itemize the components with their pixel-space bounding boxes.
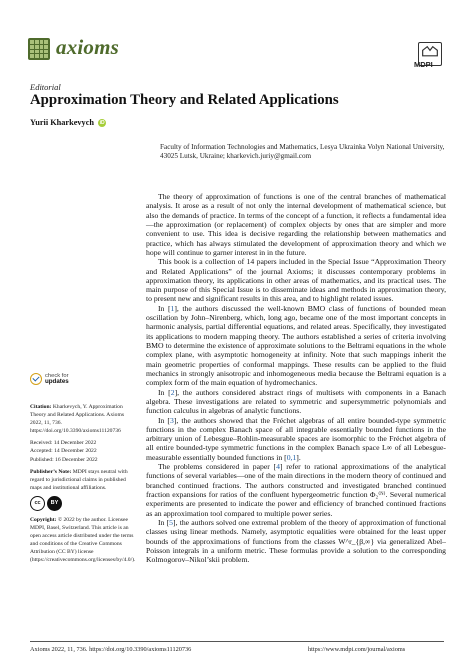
footer-divider: [30, 641, 444, 642]
article-type: Editorial: [30, 82, 61, 92]
paragraph-3: In [1], the authors discussed the well-known BMO class of functions of bounded mean oscillation by John–Nirenberg, which, long ago, became one of the most important concepts in harmonic analysis, partial differential equations, and related areas. Specifically, they investigated its applications to modern mapping theory. The authors established a series of criteria involving BMO to determine the existence of approximate solutions to the Beltrami equations in the whole complex plane, with asymptotic homogeneity at infinity. Note that such mappings inherit the main geometric properties of conformal mappings. These results can be applied to the fluid mechanics in strongly anisotropic and inhomogeneous media because the Beltrami equation is a complex form of the main equation of hydromechanics.: [146, 303, 446, 388]
reference-link[interactable]: 1: [170, 303, 175, 313]
body-text: [146, 192, 446, 565]
reference-link[interactable]: 5: [169, 517, 174, 527]
paragraph-6: The problems considered in paper [4] refer to rational approximations of the analytical functions of several variables—one of the main directions in the modern theory of continued and branched continued fractions. The authors constructed and investigated branched continued fraction expansions for ratios of the confluent hypergeometric function Φ₂⁽ᴺ⁾. Several numerical experiments are presented to indicate the power and efficiency of branched continued fractions as an approximation tool compared to multiple power series.: [146, 462, 446, 518]
reference-link[interactable]: 3: [170, 415, 174, 425]
updates-label: updates: [45, 378, 69, 386]
article-title: Approximation Theory and Related Applications: [30, 92, 339, 108]
reference-link[interactable]: 0,1: [286, 452, 297, 462]
copyright: Copyright: © 2022 by the author. Licensee MDPI, Basel, Switzerland. This article is an open access article distributed under the terms and conditions of the Creative Commons Attribution (CC BY) license (https://creativecommons.org/licenses/by/4.0/).: [30, 516, 136, 564]
published-date: Published: 16 December 2022: [30, 456, 98, 463]
journal-logo-icon: [28, 38, 50, 60]
accepted-date: Accepted: 14 December 2022: [30, 448, 97, 455]
footer-citation[interactable]: Axioms 2022, 11, 736. https://doi.org/10.3390/axioms11120736: [30, 646, 192, 653]
check-icon: [30, 373, 42, 385]
author-name[interactable]: Yurii Kharkevych: [30, 118, 95, 127]
cc-license-badge[interactable]: [30, 496, 134, 511]
received-date: Received: 14 December 2022: [30, 440, 97, 447]
publisher-note: Publisher’s Note: MDPI stays neutral with regard to jurisdictional claims in published maps and institutional affiliations.: [30, 468, 128, 491]
citation: Citation: Kharkevych, Y. Approximation Theory and Related Applications. Axioms 2022, 11, 736. https://doi.org/10.3390/axioms11120736: [30, 404, 124, 435]
reference-link[interactable]: 4: [276, 462, 280, 472]
paragraph-5: In [3], the authors showed that the Fréchet algebras of all entire bounded-type symmetric functions in the complex Banach space of all integrable essentially bounded functions in the arbitrary union of Lebesgue–Rohlin-measurable spaces are isomorphic to the Fréchet algebra of all entire bounded-type symmetric functions in the complex Banach space L∞ of all Lebesgue-measurable essentially bounded functions in [0,1].: [146, 415, 446, 462]
check-label: check for: [45, 373, 69, 379]
footer-journal-url[interactable]: https://www.mdpi.com/journal/axioms: [308, 646, 406, 653]
orcid-icon[interactable]: iD: [99, 120, 105, 126]
publisher-name: MDPI: [414, 60, 433, 69]
attribution-icon: BY: [47, 496, 62, 511]
paragraph-1: The theory of approximation of functions is one of the central branches of mathematical analysis. It arose as a result of not only the internal development of mathematical science, but also the demands of practice. In terms of the concept of a function, it reflects a fundamental idea—the approximation (or replacement) of complex objects by ones that are simpler and more convenient to use. This idea is decisive regarding the relationship between mathematics and practice, which has always stimulated the development of approximation theory and which we hope will continue to garner interest in in the future.: [146, 192, 446, 257]
affiliation: Faculty of Information Technologies and Mathematics, Lesya Ukrainka Volyn National University, 43025 Lutsk, Ukraine; kharkevich.juriy@gmail.com: [160, 143, 445, 161]
author-line: [30, 118, 106, 127]
paragraph-4: In [2], the authors considered abstract rings of multisets with components in a Banach algebra. These investigations are related to symmetric and supersymmetric polynomials and function calculus in algebras of analytic functions.: [146, 387, 446, 416]
sidebar: [30, 403, 134, 569]
reference-link[interactable]: 2: [170, 387, 175, 397]
dates: [30, 439, 134, 463]
creative-commons-icon: cc: [30, 496, 45, 511]
journal-name: axioms: [56, 35, 120, 59]
paragraph-7: In [5], the authors solved one extremal problem of the theory of approximation of functional classes using linear methods. Namely, asymptotic equalities were obtained for the least upper bounds of the approximations of functions from the classes W^r_{β,∞} via generalized Abel–Poisson integrals in a uniform metric. These formulas provide a solution to the corresponding Kolmogorov–Nikol’skii problem.: [146, 517, 446, 565]
paragraph-2: This book is a collection of 14 papers included in the Special Issue “Approximation Theory and Related Applications” of the journal Axioms; it discusses contemporary problems in approximation theory, its applications in other areas of mathematics, and its practical uses. The main purpose of this Special Issue is to disseminate ideas and methods in approximation theory, to present new and significant results in this area, and to highlight related issues.: [146, 257, 446, 304]
